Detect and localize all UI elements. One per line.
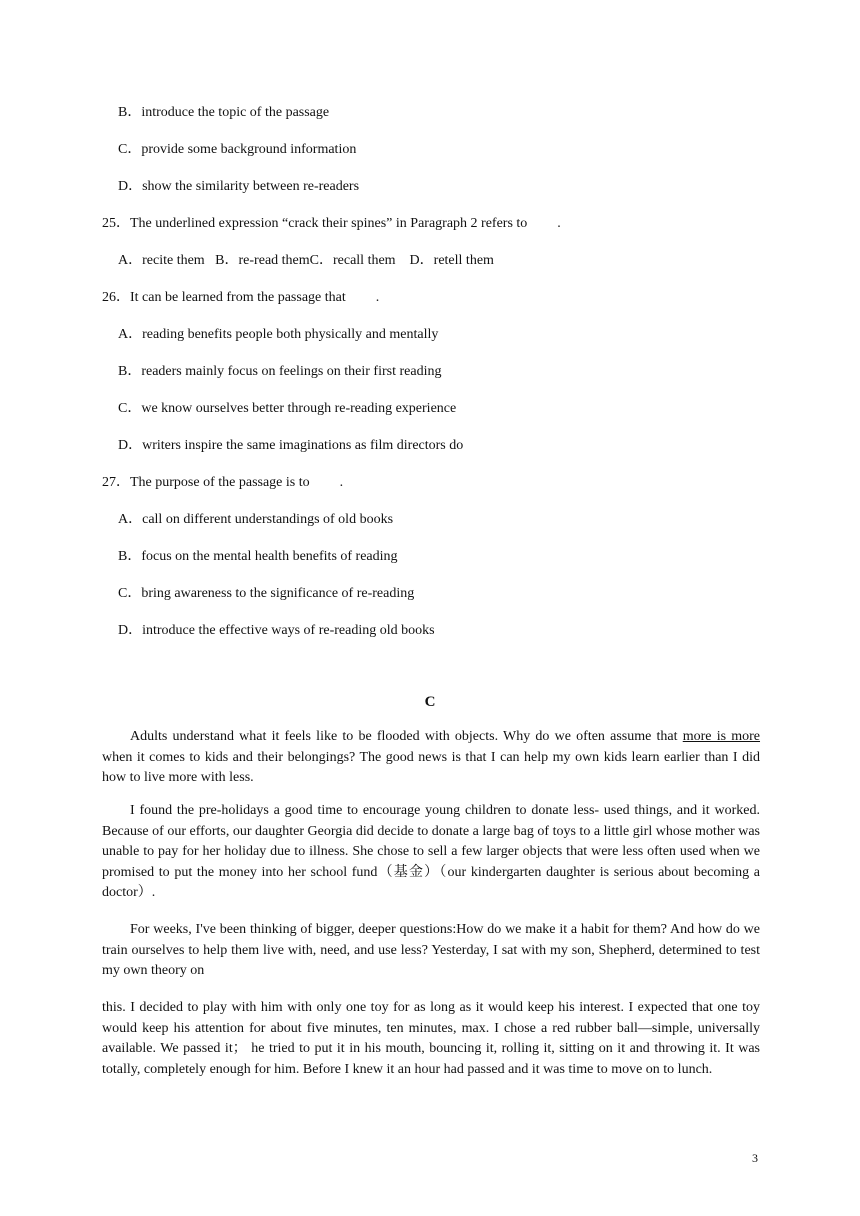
- question-26-stem: [102, 289, 379, 307]
- option-26-b: B．readers mainly focus on feelings on their first reading: [118, 364, 442, 379]
- p1-text-a: Adults understand what it feels like to be flooded with objects. Why do we often assume that: [130, 729, 683, 744]
- option-26-a: A．reading benefits people both physically and mentally: [118, 327, 439, 342]
- question-27-period: .: [339, 475, 344, 490]
- passage-paragraph-1: [102, 727, 760, 789]
- question-26-period: .: [375, 290, 380, 305]
- option-27-a: A．call on different understandings of old books: [118, 512, 394, 527]
- underlined-expression: more is more: [682, 729, 761, 744]
- question-25-text: 25．The underlined expression “crack their spines” in Paragraph 2 refers to: [102, 216, 528, 231]
- question-27-stem: [102, 474, 343, 492]
- p1-text-b: when it comes to kids and their belongings? The good news is that I can help my own kids learn earlier than I did how to live more with less.: [102, 749, 760, 785]
- option-24-c: C．provide some background information: [118, 142, 357, 157]
- option-27-c: C．bring awareness to the significance of re-reading: [118, 586, 415, 601]
- question-26-text: 26．It can be learned from the passage that: [102, 290, 346, 305]
- option-27-b: B．focus on the mental health benefits of reading: [118, 549, 398, 564]
- question-25-period: .: [557, 216, 561, 231]
- option-27-d: D．introduce the effective ways of re-reading old books: [118, 623, 435, 638]
- question-25-stem: [102, 215, 561, 233]
- passage-paragraph-4: this. I decided to play with him with only one toy for as long as it would keep his interest. I expected that one toy would keep his attention for about five minutes, ten minutes, max. I chose a red rubber ball—simple, universally available. We passed it； he tried to put it in his mouth, bouncing it, rolling it, sitting on it and throwing it. It was totally, completely enough for him. Before I knew it an hour had passed and it was time to move on to lunch.: [102, 1000, 760, 1077]
- question-25-options: A．recite them B．re-read themC．recall them D．retell them: [118, 253, 494, 268]
- option-24-d: D．show the similarity between re-readers: [118, 179, 360, 194]
- option-24-b: B．introduce the topic of the passage: [118, 105, 330, 120]
- page-number: 3: [752, 1151, 758, 1165]
- question-27-text: 27．The purpose of the passage is to: [102, 475, 310, 490]
- option-26-c: C．we know ourselves better through re-reading experience: [118, 401, 457, 416]
- passage-paragraph-3: For weeks, I've been thinking of bigger, deeper questions:How do we make it a habit for them? And how do we train ourselves to help them live with, need, and use less? Yesterday, I sat with my son, Shepherd, determined to test my own theory on: [102, 922, 760, 978]
- option-26-d: D．writers inspire the same imaginations as film directors do: [118, 438, 464, 453]
- section-heading: C: [424, 694, 436, 710]
- passage-paragraph-2: I found the pre-holidays a good time to encourage young children to donate less- used things, and it worked. Because of our efforts, our daughter Georgia did decide to donate a large bag of toys to a little girl whose mother was unable to pay for her holiday due to illness. She chose to sell a few larger objects that were less often used when we promised to put the money into her school fund（基金）（our kindergarten daughter is serious about becoming a doctor）.: [102, 803, 760, 900]
